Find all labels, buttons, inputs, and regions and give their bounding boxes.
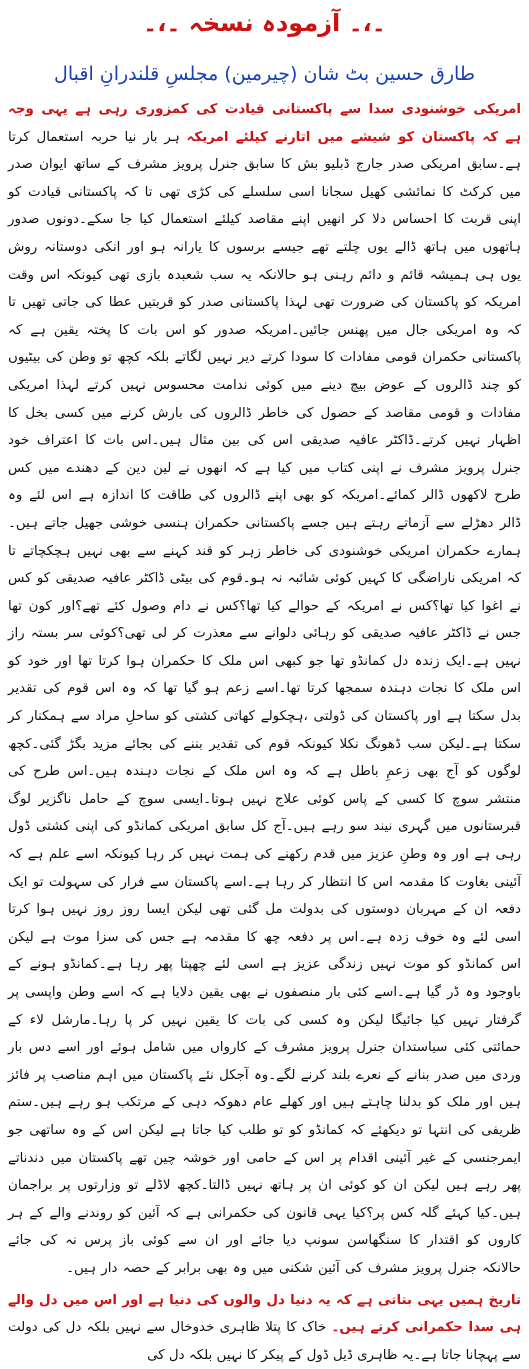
- article-byline: طارق حسین بٹ شان (چیرمین) مجلسِ قلندرانِ اقبال: [54, 63, 475, 85]
- closing-lead: تاریخ ہمیں یہی بتاتی ہے کہ یہ دنیا دل والوں کی دنیا ہے اور اس میں دل والے ہی سدا حکمرانی کرتے ہیں۔: [8, 1292, 521, 1336]
- lead-sentence: امریکی خوشنودی سدا سے پاکستانی قیادت کی کمزوری رہی ہے یہی وجہ ہے کہ پاکستان کو شیشے میں اتارنے کیلئے امریکہ: [8, 102, 521, 145]
- closing-text: خاک کا پتلا ظاہری خدوخال سے نہیں بلکہ دل کی دولت سے پہچانا جاتا ہے۔یہ ظاہری ڈیل ڈول کے پیکر کا نہیں بلکہ دل کی: [8, 1320, 521, 1363]
- article-title: ۔،۔ آزمودہ نسخہ ۔،۔: [143, 9, 386, 37]
- closing-paragraph: [8, 1287, 521, 1369]
- body-paragraph: ہر بار نیا حربہ استعمال کرتا ہے۔سابق امریکی صدر جارج ڈبلیو بش کا سابق جنرل پرویز مشرف کے ساتھ ایوان صدر میں کرکٹ کا نمائشی کھیل سجانا اسی سلسلے کی کڑی تھی تا کہ پاکستانی قیادت کو اپنی قربت کا احساس دلا کر انھیں اپنے مقاصد کیلئے استعمال کیا جا سکے۔دونوں صدور ہاتھوں میں ہاتھ ڈالے یوں چلتے تھے جیسے برسوں کا یارانہ ہو اور انکی دوستانہ روش یوں ہی ہمیشہ قائم و دائم رہنی ہو حالانکہ یہ سب شعبدہ بازی تھی کیونکہ اس وقت امریکہ کو پاکستان کی ضرورت تھی لہذا پاکستانی صدر کو قربتیں عطا کی جاتی تھیں تا کہ وہ امریکی جال میں پھنس جائیں۔امریکہ صدور کو اس بات کا پختہ یقین ہے کہ پاکستانی حکمران قومی مفادات کا سودا کرتے دیر نہیں لگاتے بلکہ کچھ تو وطن کی بیٹیوں کو چند ڈالروں کے عوض بیچ دینے میں کوئی ندامت محسوس نہیں کرتے لہذا امریکی مفادات و قومی مقاصد کے حصول کی خاطر ڈالروں کی بارش کرنے میں کسی بخل کا اظہار نہیں کرتے۔ڈاکٹر عافیہ صدیقی اس کی بین مثال ہیں۔اس بات کا اعتراف خود جنرل پرویز مشرف نے اپنی کتاب میں کیا ہے کہ انھوں نے لین دین کے دھندے میں کس طرح لاکھوں ڈالر کمائے۔امریکہ کو بھی اپنے ڈالروں کی طاقت کا اندازہ ہے اس لئے وہ ڈالر دھڑلے سے آزماتے رہتے ہیں جسے پاکستانی حکمران ہنسی خوشی جھیل جاتے ہیں۔ہمارے حکمران امریکی خوشنودی کی خاطر زہر کو قند کہنے سے بھی نہیں ہچکچاتے تا کہ امریکی ناراضگی کا کہیں کوئی شائبہ نہ ہو۔قوم کی بیٹی ڈاکٹر عافیہ صدیقی کو کس نے اغوا کیا تھا؟کس نے امریکہ کے حوالے کیا تھا؟کس نے دام وصول کئے تھے؟اور کون تھا جس نے ڈاکٹر عافیہ صدیقی کو رہائی دلوانے سے معذرت کر لی تھی؟کوئی سر بستہ راز نہیں ہے۔ایک زندہ دل کمانڈو تھا جو کبھی اس ملک کا حکمران ہوا کرتا تھا اور خود کو اس ملک کا نجات دہندہ سمجھا کرتا تھا۔اسے زعم ہو گیا تھا کہ وہ اس قوم کی تقدیر بدل سکتا ہے اور پاکستان کی ڈولتی ،ہچکولے کھاتی کشتی کو ساحلِ مراد سے ہمکنار کر سکتا ہے۔لیکن سب ڈھونگ نکلا کیونکہ قوم کی تقدیر بننے کی بجائے مزید بگڑ گئی۔کچھ لوگوں کو آج بھی زعمِ باطل ہے کہ وہ اس ملک کے نجات دہندہ ہیں۔اس طرح کی منتشر سوچ کا کسی کے پاس کوئی علاج نہیں ہوتا۔ایسی سوچ کے حامل ناگزیر لوگ قبرستانوں میں گہری نیند سو رہے ہیں۔آج کل سابق امریکی کمانڈو کی اپنی کشتی ڈول رہی ہے اور وہ وطنِ عزیز میں قدم رکھنے کی ہمت نہیں کر رہا کیونکہ اسے علم ہے کہ آئینی بغاوت کا مقدمہ اس کا انتظار کر رہا ہے۔اسے پاکستان سے فرار کی سہولت تو ایک دفعہ ان کے مہربان دوستوں کی بدولت مل گئی تھی لیکن ایسا روز روز نہیں ہوا کرتا اسی لئے وہ خوف زدہ ہے۔اس پر دفعہ چھ کا مقدمہ ہے جس کی سزا موت ہے لیکن اس کمانڈو کو موت نہیں زندگی عزیز ہے اسی لئے چھپتا پھر رہا ہے۔کمانڈو ہونے کے باوجود وہ ڈر گیا ہے۔اسے کئی بار منصفوں نے بھی یقین دلایا ہے کہ اسے وطن واپسی پر گرفتار نہیں کیا جائیگا لیکن وہ کسی کی بات کا یقین نہیں کر پا رہا۔مارشل لاء کے حمائتی کئی سیاستدان جنرل پرویز مشرف کے کارواں میں شامل ہوئے اور اسے دس بار وردی میں صدر بنانے کے نعرے بلند کرنے لگے۔وہ آجکل نئے پاکستان میں اہم مناصب پر فائز ہیں اور ملک کو بدلنا چاہتے ہیں اور کھلے عام دھوکہ دہی کے مرتکب ہو رہے ہیں۔ستم ظریفی کی انتہا تو دیکھئے کہ کمانڈو کو تو طلب کیا جاتا ہے لیکن اس کے وہ ساتھی جو ایمرجنسی کے غیر آئینی اقدام پر اس کے حامی اور خوشہ چین تھے پاکستان میں دندناتے پھر رہے ہیں لیکن ان کو کوئی ان پر ہاتھ نہیں ڈالتا۔کچھ لاڈلے تو وزارتوں پر براجمان ہیں۔کیا کہئے گلہ کس پر؟کیا یہی قانون کی حکمرانی ہے کہ آئین کو روندنے والے کے ہر کاروں کو اقتدار کا سنگھاسن سونپ دیا جائے اور ان سے کوئی باز پرس نہ کی جائے حالانکہ جنرل پرویز مشرف کی آئین شکنی میں وہ بھی برابر کے حصہ دار ہیں۔: [8, 129, 521, 1276]
- article-body: [8, 96, 521, 1283]
